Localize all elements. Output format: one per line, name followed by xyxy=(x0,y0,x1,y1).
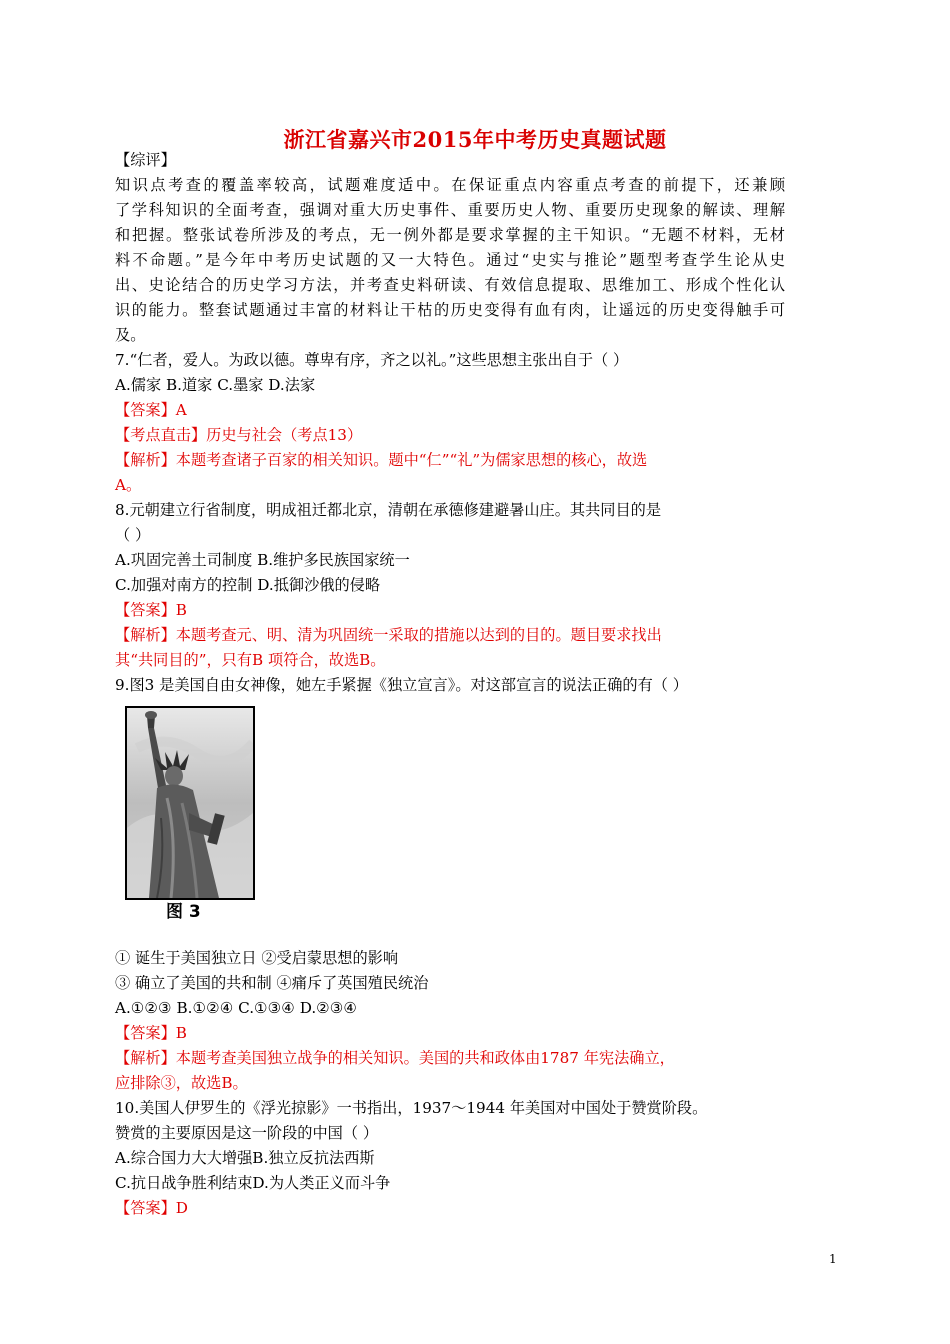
q7-analysis: A。 xyxy=(115,476,142,494)
summary-heading: 【综评】 xyxy=(115,151,176,169)
q8-analysis: 【解析】本题考查元、明、清为巩固统一采取的措施以达到的目的。题目要求找出 xyxy=(115,626,662,644)
q10-answer: 【答案】D xyxy=(115,1199,188,1217)
q9-analysis: 应排除③，故选B。 xyxy=(115,1074,248,1092)
q7-options: A.儒家 B.道家 C.墨家 D.法家 xyxy=(115,376,316,394)
q10-options: A.综合国力大大增强B.独立反抗法西斯 xyxy=(115,1149,375,1167)
q7-point: 【考点直击】历史与社会（考点13） xyxy=(115,426,363,444)
summary-line: 出、史论结合的历史学习方法，并考查史料研读、有效信息提取、思维加工、形成个性化认 xyxy=(115,276,785,294)
statue-of-liberty-image xyxy=(125,706,255,900)
q10-stem: 赞赏的主要原因是这一阶段的中国（ ） xyxy=(115,1124,379,1142)
q10-stem: 10.美国人伊罗生的《浮光掠影》一书指出，1937～1944 年美国对中国处于赞赏阶段。 xyxy=(115,1099,708,1117)
q9-answer: 【答案】B xyxy=(115,1024,187,1042)
summary-line: 和把握。整张试卷所涉及的考点，无一例外都是要求掌握的主干知识。“无题不材料，无材 xyxy=(115,226,785,244)
summary-line: 知识点考查的覆盖率较高，试题难度适中。在保证重点内容重点考查的前提下，还兼顾 xyxy=(115,176,785,194)
summary-line: 识的能力。整套试题通过丰富的材料让干枯的历史变得有血有肉，让遥远的历史变得触手可 xyxy=(115,301,785,319)
q8-options: A.巩固完善土司制度 B.维护多民族国家统一 xyxy=(115,551,410,569)
q9-item: ① 诞生于美国独立日 ②受启蒙思想的影响 xyxy=(115,949,399,967)
page-number: 1 xyxy=(829,1252,837,1266)
q8-analysis: 其“共同目的”，只有B 项符合，故选B。 xyxy=(115,651,386,669)
q7-answer: 【答案】A xyxy=(115,401,187,419)
q7-analysis: 【解析】本题考查诸子百家的相关知识。题中“仁”“礼”为儒家思想的核心，故选 xyxy=(115,451,648,469)
q8-stem: （ ） xyxy=(115,526,151,544)
summary-line: 料不命题。”是今年中考历史试题的又一大特色。通过“史实与推论”题型考查学生论从史 xyxy=(115,251,785,269)
summary-line: 了学科知识的全面考查，强调对重大历史事件、重要历史人物、重要历史现象的解读、理解 xyxy=(115,201,785,219)
summary-line: 及。 xyxy=(115,326,146,344)
q9-analysis: 【解析】本题考查美国独立战争的相关知识。美国的共和政体由1787 年宪法确立， xyxy=(115,1049,675,1067)
q10-options: C.抗日战争胜利结束D.为人类正义而斗争 xyxy=(115,1174,391,1192)
statue-of-liberty-illustration xyxy=(127,708,253,898)
q7-stem: 7.“仁者，爱人。为政以德。尊卑有序，齐之以礼。”这些思想主张出自于（ ） xyxy=(115,351,629,369)
figure-caption: 图 3 xyxy=(166,902,201,922)
q8-answer: 【答案】B xyxy=(115,601,187,619)
q9-stem: 9.图3 是美国自由女神像，她左手紧握《独立宣言》。对这部宣言的说法正确的有（ ） xyxy=(115,676,688,694)
document-title: 浙江省嘉兴市2015年中考历史真题试题 xyxy=(283,127,667,152)
q9-options: A.①②③ B.①②④ C.①③④ D.②③④ xyxy=(115,999,358,1017)
q9-item: ③ 确立了美国的共和制 ④痛斥了英国殖民统治 xyxy=(115,974,429,992)
q8-stem: 8.元朝建立行省制度，明成祖迁都北京，清朝在承德修建避暑山庄。其共同目的是 xyxy=(115,501,662,519)
q8-options: C.加强对南方的控制 D.抵御沙俄的侵略 xyxy=(115,576,381,594)
